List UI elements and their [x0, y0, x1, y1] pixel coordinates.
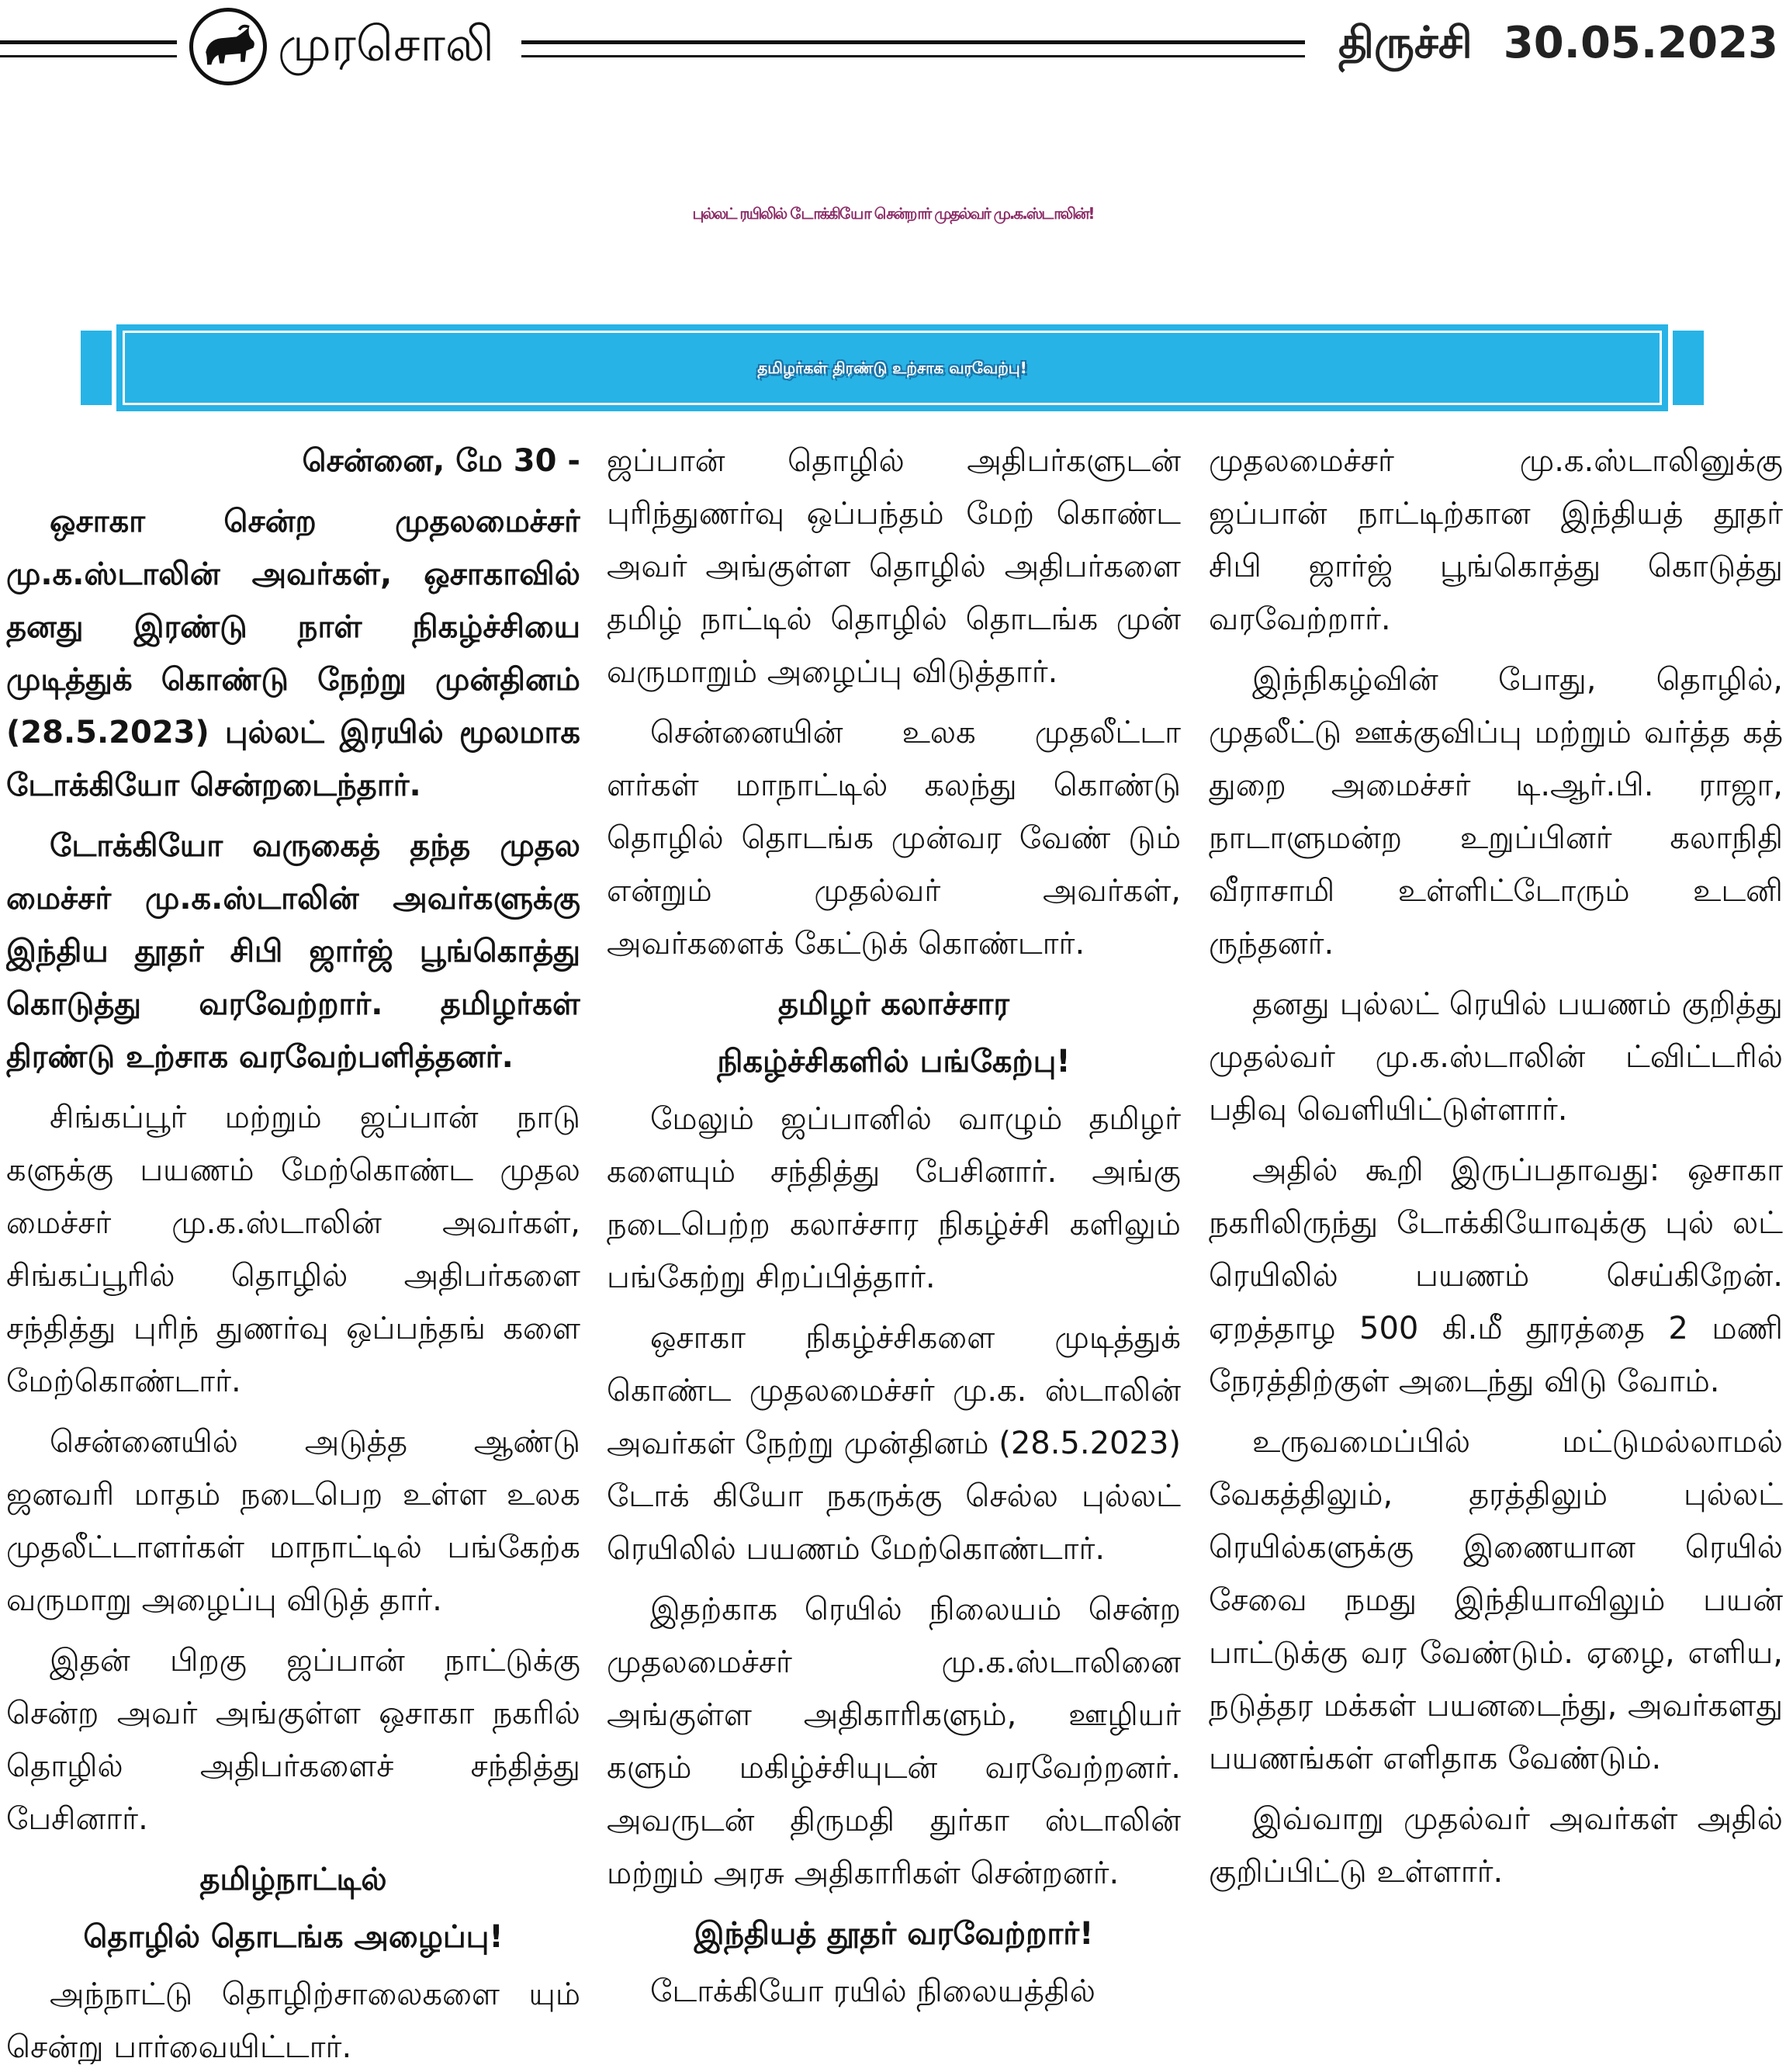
paper-name: முரசொலி [278, 16, 494, 72]
paragraph: அந்நாட்டு தொழிற்சாலைகளை யும் சென்று பார்வையிட்டார். [6, 1977, 580, 2064]
paragraph: உருவமைப்பில் மட்டுமல்லாமல் வேகத்திலும், தரத்திலும் புல்லட் ரெயில்களுக்கு இணையான ரெயில் சேவை நமது இந்தியாவிலும் பயன் பாட்டுக்கு வர வேண்டும். ஏழை, எளிய, நடுத்தர மக்கள் பயனடைந்து, அவர்களது பயணங்கள் எளிதாக வேண்டும். [1209, 1424, 1783, 1776]
edition-date: 30.05.2023 [1503, 18, 1778, 68]
paragraph: சிங்கப்பூர் மற்றும் ஜப்பான் நாடு களுக்கு பயணம் மேற்கொண்ட முதல மைச்சர் மு.க.ஸ்டாலின் அவர்கள், சிங்கப்பூரில் தொழில் அதிபர்களை சந்தித்து புரிந் துணர்வு ஒப்பந்தங் களை மேற்கொண்டார். [6, 1100, 580, 1399]
paragraph: இதன் பிறகு ஜப்பான் நாட்டுக்கு சென்ற அவர் அங்குள்ள ஒசாகா நகரில் தொழில் அதிபர்களைச் சந்தித்து பேசினார். [6, 1643, 580, 1837]
section-subhead: தமிழர் கலாச்சார [778, 986, 1009, 1022]
paragraph: அதில் கூறி இருப்பதாவது: ஒசாகா நகரிலிருந்து டோக்கியோவுக்கு புல் லட் ரெயிலில் பயணம் செய்கிறேன். ஏறத்தாழ 500 கி.மீ தூரத்தை 2 மணி நேரத்திற்குள் அடைந்து விடு வோம். [1209, 1152, 1783, 1399]
subheadline: தமிழர்கள் திரண்டு உற்சாக வரவேற்பு! [757, 359, 1027, 377]
paragraph: சென்னையின் உலக முதலீட்டா ளர்கள் மாநாட்டில் கலந்து கொண்டு தொழில் தொடங்க முன்வர வேண் டும் என்றும் முதல்வர் அவர்கள், அவர்களைக் கேட்டுக் கொண்டார். [607, 715, 1181, 962]
section-subhead: நிகழ்ச்சிகளில் பங்கேற்பு! [717, 1044, 1071, 1079]
paragraph: இந்நிகழ்வின் போது, தொழில், முதலீட்டு ஊக்குவிப்பு மற்றும் வர்த்த கத் துறை அமைச்சர் டி.ஆர்.பி. ராஜா, நாடாளுமன்ற உறுப்பினர் கலாநிதி வீராசாமி உள்ளிட்டோரும் உடனி ருந்தனர். [1209, 662, 1783, 962]
article-column-1 [6, 435, 580, 2064]
paragraph: ஜப்பான் தொழில் அதிபர்களுடன் புரிந்துணர்வு ஒப்பந்தம் மேற் கொண்ட அவர் அங்குள்ள தொழில் அதிபர்களை தமிழ் நாட்டில் தொழில் தொடங்க முன் வருமாறும் அழைப்பு விடுத்தார். [607, 443, 1181, 690]
masthead-rule-left [0, 40, 177, 57]
masthead [0, 0, 1786, 93]
masthead-rule-mid [521, 40, 1305, 57]
paragraph: மேலும் ஜப்பானில் வாழும் தமிழர் களையும் சந்தித்து பேசினார். அங்கு நடைபெற்ற கலாச்சார நிகழ்ச்சி களிலும் பங்கேற்று சிறப்பித்தார். [607, 1101, 1181, 1295]
section-subhead: இந்தியத் தூதர் வரவேற்றார்! [694, 1916, 1094, 1952]
paragraph: இதற்காக ரெயில் நிலையம் சென்ற முதலமைச்சர் மு.க.ஸ்டாலினை அங்குள்ள அதிகாரிகளும், ஊழியர் களும் மகிழ்ச்சியுடன் வரவேற்றனர். அவருடன் திருமதி துர்கா ஸ்டாலின் மற்றும் அரசு அதிகாரிகள் சென்றனர். [607, 1592, 1181, 1891]
paragraph: ஒசாகா சென்ற முதலமைச்சர் மு.க.ஸ்டாலின் அவர்கள், ஒசாகாவில் தனது இரண்டு நாள் நிகழ்ச்சியை முடித்துக் கொண்டு நேற்று முன்தினம் (28.5.2023) புல்லட் இரயில் மூலமாக டோக்கியோ சென்றடைந்தார். [6, 504, 580, 803]
paragraph: முதலமைச்சர் மு.க.ஸ்டாலினுக்கு ஜப்பான் நாட்டிற்கான இந்தியத் தூதர் சிபி ஜார்ஜ் பூங்கொத்து கொடுத்து வரவேற்றார். [1209, 443, 1783, 637]
section-subhead: தொழில் தொடங்க அழைப்பு! [83, 1919, 504, 1955]
paragraph: சென்னையில் அடுத்த ஆண்டு ஜனவரி மாதம் நடைபெற உள்ள உலக முதலீட்டாளர்கள் மாநாட்டில் பங்கேற்க வருமாறு அழைப்பு விடுத் தார். [6, 1424, 580, 1618]
dateline: சென்னை, மே 30 - [302, 443, 580, 479]
paragraph: டோக்கியோ ரயில் நிலையத்தில் [650, 1973, 1095, 2009]
paragraph: இவ்வாறு முதல்வர் அவர்கள் அதில் குறிப்பிட்டு உள்ளார். [1209, 1801, 1783, 1890]
section-subhead: தமிழ்நாட்டில் [199, 1862, 387, 1897]
edition-city: திருச்சி [1338, 18, 1473, 68]
article-column-3 [1209, 435, 1783, 2064]
paragraph: டோக்கியோ வருகைத் தந்த முதல மைச்சர் மு.க.ஸ்டாலின் அவர்களுக்கு இந்திய தூதர் சிபி ஜார்ஜ் பூங்கொத்து கொடுத்து வரவேற்றார். தமிழர்கள் திரண்டு உற்சாக வரவேற்பளித்தனர். [6, 828, 580, 1075]
subheadline-banner [116, 324, 1668, 411]
edition-info [1338, 12, 1778, 74]
article-column-2 [607, 435, 1181, 2064]
bull-logo-icon [189, 8, 267, 85]
paragraph: தனது புல்லட் ரெயில் பயணம் குறித்து முதல்வர் மு.க.ஸ்டாலின் ட்விட்டரில் பதிவு வெளியிட்டுள்ளார். [1209, 986, 1783, 1128]
headline: புல்லட் ரயிலில் டோக்கியோ சென்றார் முதல்வர் மு.க.ஸ்டாலின்! [692, 204, 1094, 223]
paragraph: ஒசாகா நிகழ்ச்சிகளை முடித்துக் கொண்ட முதலமைச்சர் மு.க. ஸ்டாலின் அவர்கள் நேற்று முன்தினம் (28.5.2023) டோக் கியோ நகருக்கு செல்ல புல்லட் ரெயிலில் பயணம் மேற்கொண்டார். [607, 1320, 1181, 1567]
